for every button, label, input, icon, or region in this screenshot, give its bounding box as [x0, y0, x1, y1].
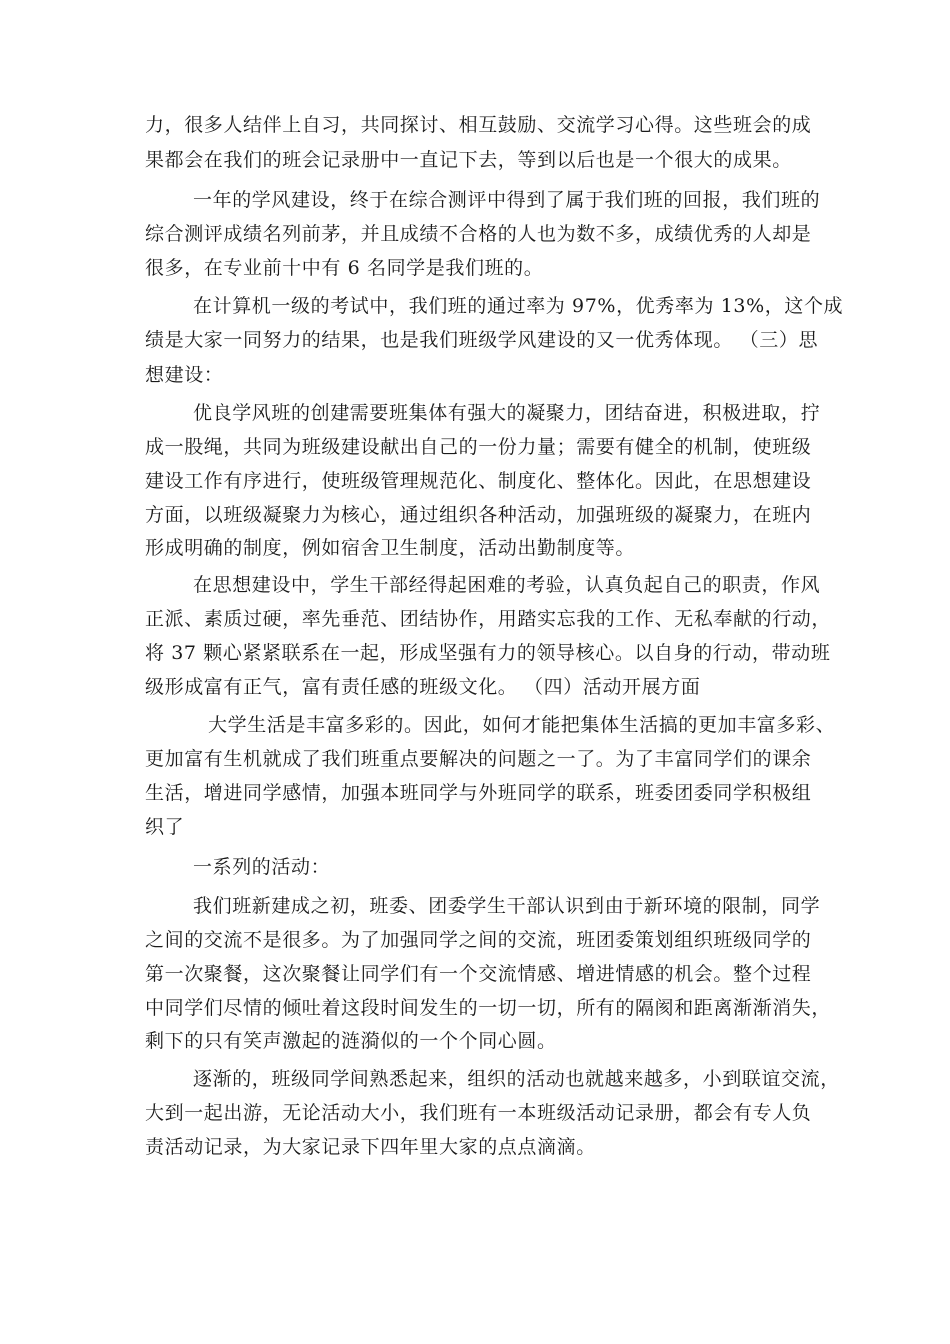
text-line: 剩下的只有笑声激起的涟漪似的一个个同心圆。 — [145, 1030, 557, 1052]
text-line: 方面，以班级凝聚力为核心，通过组织各种活动，加强班级的凝聚力，在班内 — [145, 504, 812, 526]
text-line: 力，很多人结伴上自习，共同探讨、相互鼓励、交流学习心得。这些班会的成 — [145, 114, 812, 136]
text-line: 在思想建设中，学生干部经得起困难的考验，认真负起自己的职责，作风 — [193, 574, 821, 596]
text-line: 优良学风班的创建需要班集体有强大的凝聚力，团结奋进，积极进取，拧 — [193, 402, 821, 424]
text-line: 级形成富有正气，富有责任感的班级文化。 （四）活动开展方面 — [145, 676, 701, 698]
text-line: 大学生活是丰富多彩的。因此，如何才能把集体生活搞的更加丰富多彩、 — [208, 714, 836, 736]
text-line: 建设工作有序进行，使班级管理规范化、制度化、整体化。因此，在思想建设 — [145, 470, 812, 492]
text-line: 形成明确的制度，例如宿舍卫生制度，活动出勤制度等。 — [145, 537, 636, 559]
text-line: 之间的交流不是很多。为了加强同学之间的交流，班团委策划组织班级同学的 — [145, 929, 812, 951]
text-line: 一年的学风建设，终于在综合测评中得到了属于我们班的回报，我们班的 — [193, 189, 821, 211]
text-line: 想建设： — [145, 364, 224, 386]
text-line: 更加富有生机就成了我们班重点要解决的问题之一了。为了丰富同学们的课余 — [145, 748, 812, 770]
text-line: 很多，在专业前十中有 6 名同学是我们班的。 — [145, 257, 544, 279]
text-line: 正派、素质过硬，率先垂范、团结协作，用踏实忘我的工作、无私奉献的行动， — [145, 608, 832, 630]
text-line: 综合测评成绩名列前茅，并且成绩不合格的人也为数不多，成绩优秀的人却是 — [145, 223, 812, 245]
text-line: 成一股绳，共同为班级建设献出自己的一份力量；需要有健全的机制，使班级 — [145, 436, 812, 458]
text-line: 责活动记录，为大家记录下四年里大家的点点滴滴。 — [145, 1136, 596, 1158]
text-line: 一系列的活动： — [193, 856, 331, 878]
text-line: 果都会在我们的班会记录册中一直记下去，等到以后也是一个很大的成果。 — [145, 149, 792, 171]
text-line: 在计算机一级的考试中，我们班的通过率为 97%，优秀率为 13%，这个成 — [193, 295, 844, 317]
text-line: 第一次聚餐，这次聚餐让同学们有一个交流情感、增进情感的机会。整个过程 — [145, 963, 812, 985]
text-line: 大到一起出游，无论活动大小，我们班有一本班级活动记录册，都会有专人负 — [145, 1102, 812, 1124]
text-line: 逐渐的，班级同学间熟悉起来，组织的活动也就越来越多，小到联谊交流， — [193, 1068, 840, 1090]
text-line: 生活，增进同学感情，加强本班同学与外班同学的联系，班委团委同学积极组 — [145, 782, 812, 804]
text-line: 我们班新建成之初，班委、团委学生干部认识到由于新环境的限制，同学 — [193, 895, 821, 917]
text-line: 织了 — [145, 816, 185, 838]
text-line: 绩是大家一同努力的结果，也是我们班级学风建设的又一优秀体现。 （三）思 — [145, 329, 819, 351]
text-line: 中同学们尽情的倾吐着这段时间发生的一切一切，所有的隔阂和距离渐渐消失， — [145, 997, 832, 1019]
text-line: 将 37 颗心紧紧联系在一起，形成坚强有力的领导核心。以自身的行动，带动班 — [145, 642, 831, 664]
